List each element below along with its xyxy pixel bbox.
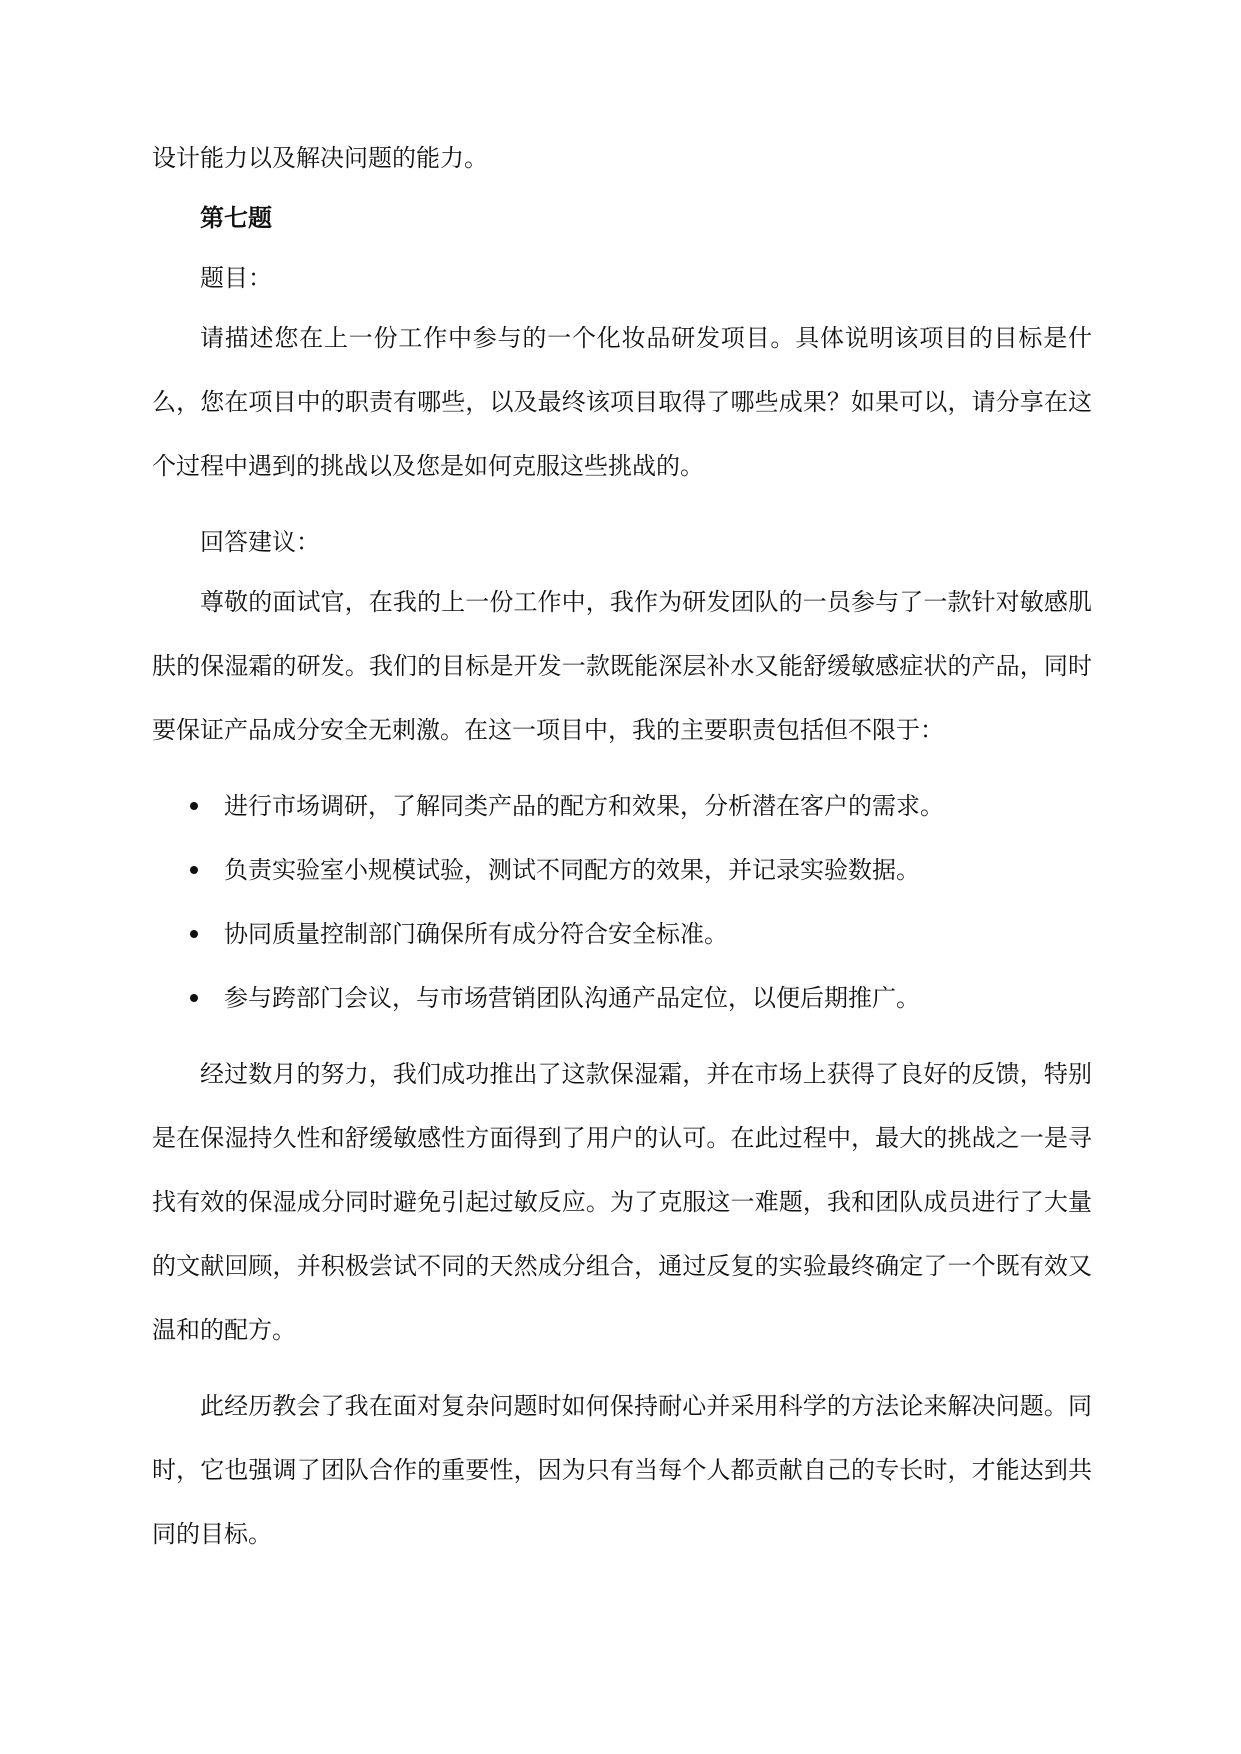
answer-label: 回答建议： [200,528,320,556]
list-item [152,966,1092,1030]
list-item-text: 参与跨部门会议，与市场营销团队沟通产品定位，以便后期推广。 [224,984,920,1012]
bullet-icon [190,866,198,874]
bullet-icon [190,994,198,1002]
list-item [152,838,1092,902]
lesson-paragraph: 此经历教会了我在面对复杂问题时如何保持耐心并采用科学的方法论来解决问题。同时，它也强调了团队合作的重要性，因为只有当每个人都贡献自己的专长时，才能达到共同的目标。 [152,1392,1092,1548]
answer-intro: 尊敬的面试官，在我的上一份工作中，我作为研发团队的一员参与了一款针对敏感肌肤的保湿霜的研发。我们的目标是开发一款既能深层补水又能舒缓敏感症状的产品，同时要保证产品成分安全无刺激。在这一项目中，我的主要职责包括但不限于： [152,588,1092,744]
document-body [152,142,1092,1566]
result-paragraph: 经过数月的努力，我们成功推出了这款保湿霜，并在市场上获得了良好的反馈，特别是在保湿持久性和舒缓敏感性方面得到了用户的认可。在此过程中，最大的挑战之一是寻找有效的保湿成分同时避免引起过敏反应。为了克服这一难题，我和团队成员进行了大量的文献回顾，并积极尝试不同的天然成分组合，通过反复的实验最终确定了一个既有效又温和的配方。 [152,1060,1092,1344]
responsibility-list [152,774,1092,1030]
bullet-icon [190,802,198,810]
opening-line: 设计能力以及解决问题的能力。 [152,144,488,172]
question-text: 请描述您在上一份工作中参与的一个化妆品研发项目。具体说明该项目的目标是什么，您在项目中的职责有哪些，以及最终该项目取得了哪些成果？如果可以，请分享在这个过程中遇到的挑战以及您是如何克服这些挑战的。 [152,324,1092,480]
list-item [152,902,1092,966]
section-heading: 第七题 [200,203,272,232]
question-label: 题目： [200,264,272,292]
bullet-icon [190,930,198,938]
list-item [152,774,1092,838]
list-item-text: 协同质量控制部门确保所有成分符合安全标准。 [224,920,728,948]
list-item-text: 进行市场调研，了解同类产品的配方和效果，分析潜在客户的需求。 [224,792,944,820]
list-item-text: 负责实验室小规模试验，测试不同配方的效果，并记录实验数据。 [224,856,920,884]
